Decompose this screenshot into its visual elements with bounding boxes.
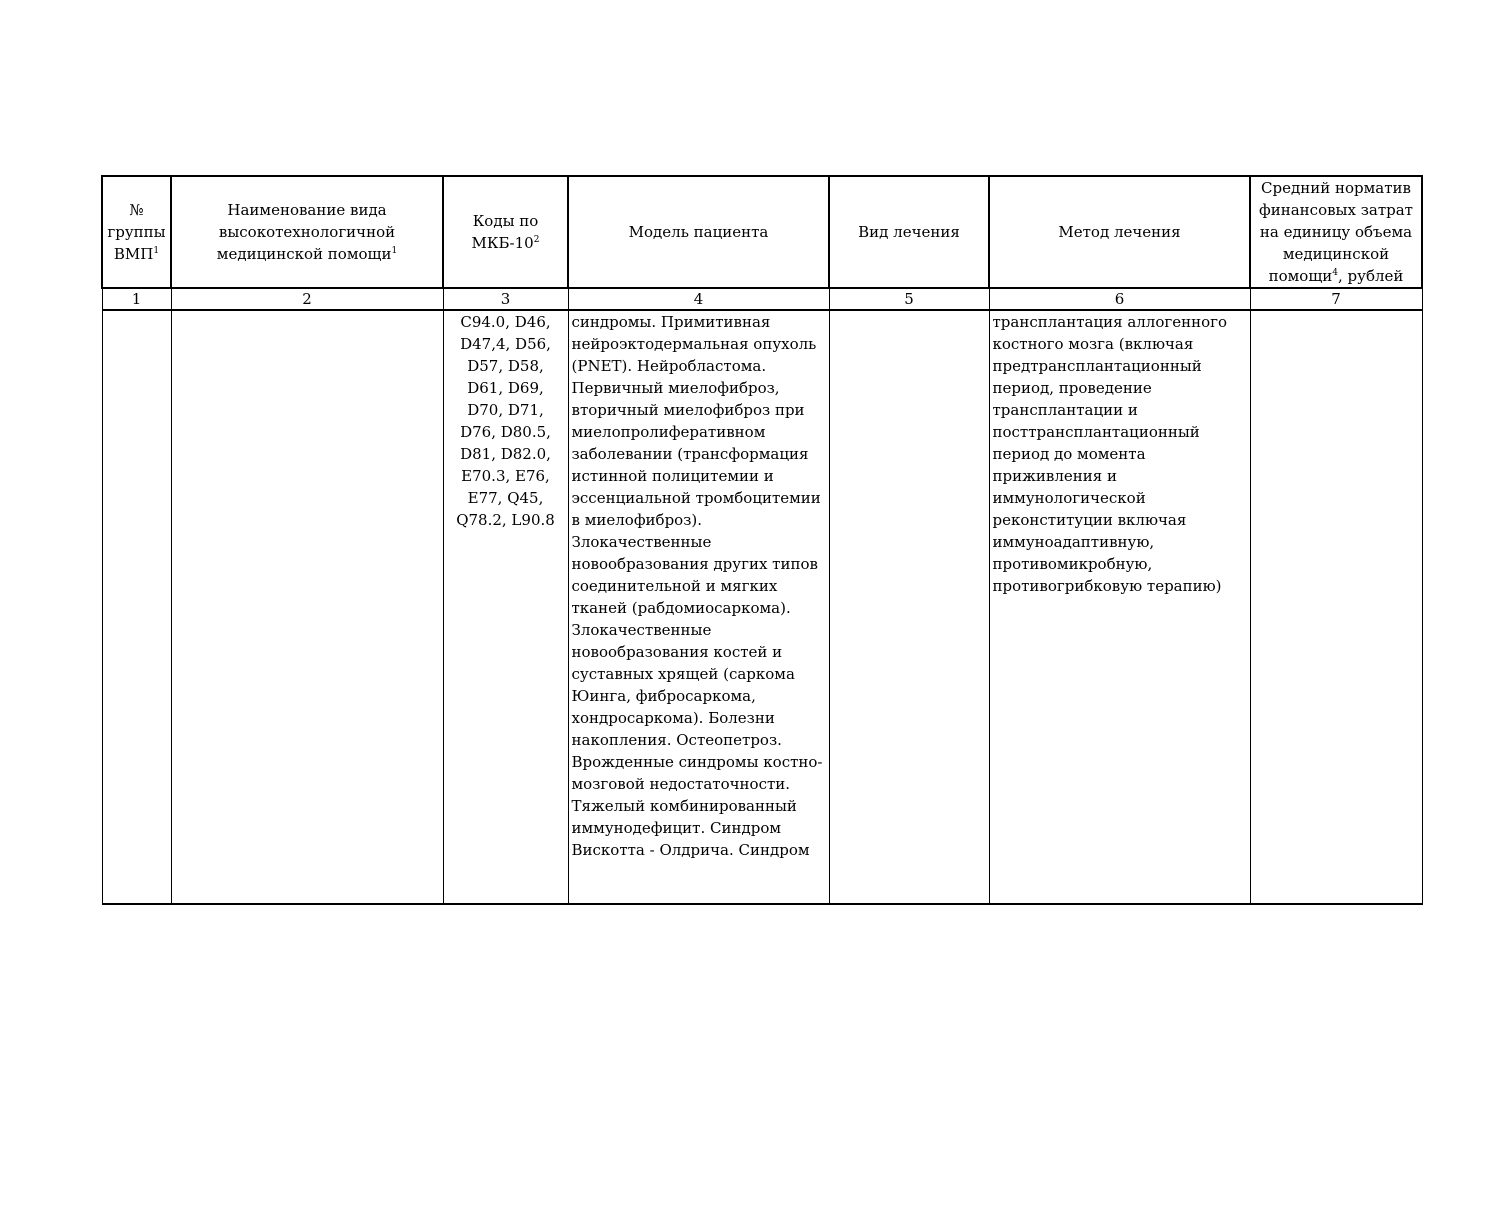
header-treatment-type: Вид лечения (829, 176, 989, 288)
header-group-no: № группы ВМП$^1$ (102, 176, 171, 288)
header-cost: Средний норматив финансовых затрат на единицу объема медицинской помощи$^4$, рублей (1250, 176, 1422, 288)
column-number: 6 (989, 288, 1250, 310)
header-icd-codes: Коды по МКБ-$10^2$ (443, 176, 568, 288)
header-treatment-method: Метод лечения (989, 176, 1250, 288)
header-row (102, 176, 1422, 288)
column-number: 1 (102, 288, 171, 310)
column-number-row (102, 288, 1422, 310)
cell-patient-model: синдромы. Примитивная нейроэктодермальная опухоль (PNET). Нейробластома. Первичный миелофиброз, вторичный миелофиброз при миелопролиферативном заболевании (трансформация истинной полицитемии и эссенциальной тромбоцитемии в миелофиброз). Злокачественные новообразования других типов соединительной и мягких тканей (рабдомиосаркома). Злокачественные новообразования костей и суставных хрящей (саркома Юинга, фибросаркома, хондросаркома). Болезни накопления. Остеопетроз. Врожденные синдромы костно-мозговой недостаточности. Тяжелый комбинированный иммунодефицит. Синдром Вискотта - Олдрича. Синдром (568, 310, 829, 904)
column-number: 7 (1250, 288, 1422, 310)
column-number: 3 (443, 288, 568, 310)
column-number: 4 (568, 288, 829, 310)
header-name: Наименование вида высокотехнологичной медицинской помощи$^1$ (171, 176, 443, 288)
column-number: 5 (829, 288, 989, 310)
cell-treatment-method: трансплантация аллогенного костного мозга (включая предтрансплантационный период, проведение трансплантации и посттрансплантационный период до момента приживления и иммунологической реконституции включая иммуноадаптивную, противомикробную, противогрибковую терапию) (989, 310, 1250, 904)
header-patient-model: Модель пациента (568, 176, 829, 288)
cell-treatment-type (829, 310, 989, 904)
cell-icd-codes: C94.0, D46, D47,4, D56, D57, D58, D61, D69, D70, D71, D76, D80.5, D81, D82.0, E70.3, E76, E77, Q45, Q78.2, L90.8 (443, 310, 568, 904)
cell-name (171, 310, 443, 904)
column-number: 2 (171, 288, 443, 310)
cell-cost (1250, 310, 1422, 904)
vmp-table (101, 175, 1423, 905)
table-row (102, 310, 1422, 904)
cell-group-no (102, 310, 171, 904)
